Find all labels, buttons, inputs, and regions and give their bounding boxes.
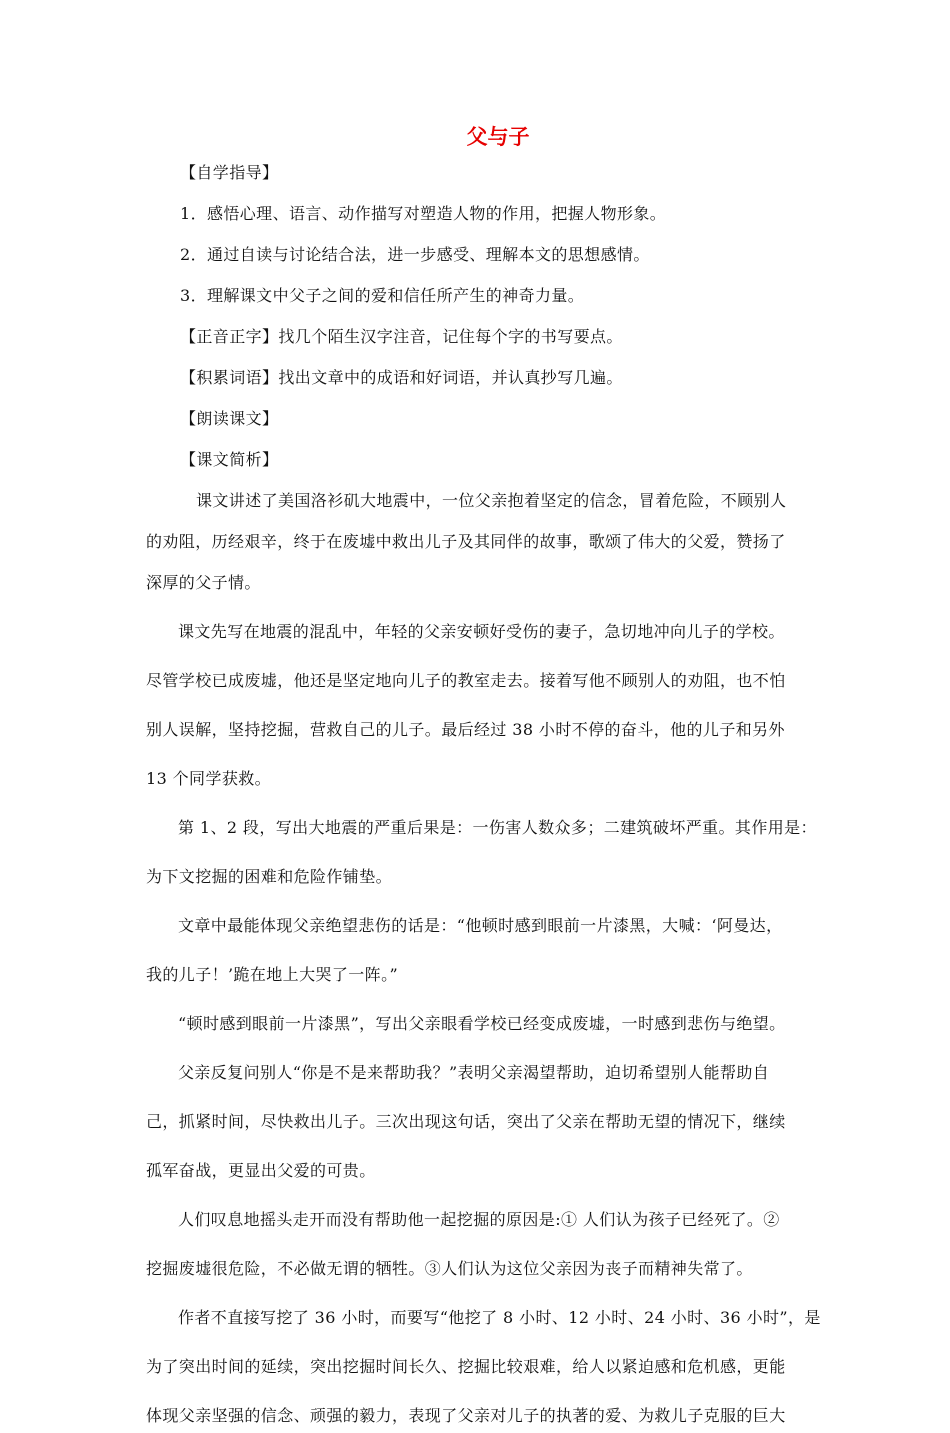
paragraph-line: 父亲反复问别人“你是不是来帮助我？”表明父亲渴望帮助，迫切希望别人能帮助自	[178, 1063, 770, 1082]
paragraph-line: 体现父亲坚强的信念、顽强的毅力，表现了父亲对儿子的执著的爱、为救儿子克服的巨大	[146, 1406, 786, 1425]
paragraph-line: 人们叹息地摇头走开而没有帮助他一起挖掘的原因是:① 人们认为孩子已经死了。②	[178, 1210, 780, 1229]
paragraph-line: 孤军奋战，更显出父爱的可贵。	[146, 1161, 376, 1180]
paragraph-line: 课文先写在地震的混乱中，年轻的父亲安顿好受伤的妻子，急切地冲向儿子的学校。	[178, 622, 785, 641]
paragraph-line: 课文讲述了美国洛衫矶大地震中，一位父亲抱着坚定的信念，冒着危险，不顾别人	[196, 491, 787, 510]
document-title: 父与子	[466, 124, 530, 149]
section-heading-self-study: 【自学指导】	[180, 163, 279, 182]
paragraph-line: 深厚的父子情。	[146, 573, 261, 592]
paragraph-line: 别人误解，坚持挖掘，营救自己的儿子。最后经过 38 小时不停的奋斗，他的儿子和另外	[146, 720, 785, 739]
paragraph-line: 作者不直接写挖了 36 小时，而要写“他挖了 8 小时、12 小时、24 小时、36 小时”，是	[178, 1308, 821, 1327]
paragraph-line: 为了突出时间的延续，突出挖掘时间长久、挖掘比较艰难，给人以紧迫感和危机感，更能	[146, 1357, 786, 1376]
guide-item-1: 1．感悟心理、语言、动作描写对塑造人物的作用，把握人物形象。	[180, 204, 667, 223]
paragraph-line: 我的儿子！’跪在地上大哭了一阵。”	[146, 965, 399, 984]
paragraph-line: “顿时感到眼前一片漆黑”，写出父亲眼看学校已经变成废墟，一时感到悲伤与绝望。	[178, 1014, 786, 1033]
paragraph-despair-quote	[146, 909, 806, 992]
paragraph-line: 第 1、2 段，写出大地震的严重后果是：一伤害人数众多；二建筑破坏严重。其作用是：	[178, 818, 817, 837]
paragraph-line: 尽管学校已成废墟，他还是坚定地向儿子的教室走去。接着写他不顾别人的劝阻，也不怕	[146, 671, 786, 690]
paragraph-line: 13 个同学获救。	[146, 769, 272, 788]
paragraph-structure	[146, 615, 806, 796]
paragraph-line: 的劝阻，历经艰辛，终于在废墟中救出儿子及其同伴的故事，歌颂了伟大的父爱，赞扬了	[146, 532, 786, 551]
section-pronunciation: 【正音正字】找几个陌生汉字注音，记住每个字的书写要点。	[180, 327, 623, 346]
paragraph-line: 文章中最能体现父亲绝望悲伤的话是：“他顿时感到眼前一片漆黑，大喊：‘阿曼达，	[178, 916, 783, 935]
paragraph-line: 挖掘废墟很危险，不必做无谓的牺牲。③人们认为这位父亲因为丧子而精神失常了。	[146, 1259, 753, 1278]
paragraph-time-progression	[146, 1301, 821, 1433]
paragraph-asking-help	[146, 1056, 806, 1188]
paragraph-reasons	[146, 1203, 806, 1286]
section-vocabulary: 【积累词语】找出文章中的成语和好词语，并认真抄写几遍。	[180, 368, 623, 387]
guide-item-3: 3．理解课文中父子之间的爱和信任所产生的神奇力量。	[180, 286, 585, 305]
section-heading-reading: 【朗读课文】	[180, 409, 279, 428]
section-heading-analysis: 【课文简析】	[180, 450, 279, 469]
paragraph-line: 为下文挖掘的困难和危险作铺垫。	[146, 867, 393, 886]
document-body	[146, 156, 821, 1433]
guide-item-2: 2．通过自读与讨论结合法，进一步感受、理解本文的思想感情。	[180, 245, 650, 264]
paragraph-summary	[146, 484, 806, 600]
paragraph-section-1-2	[146, 811, 817, 894]
paragraph-line: 己，抓紧时间，尽快救出儿子。三次出现这句话，突出了父亲在帮助无望的情况下，继续	[146, 1112, 786, 1131]
paragraph-darkness	[146, 1007, 806, 1041]
